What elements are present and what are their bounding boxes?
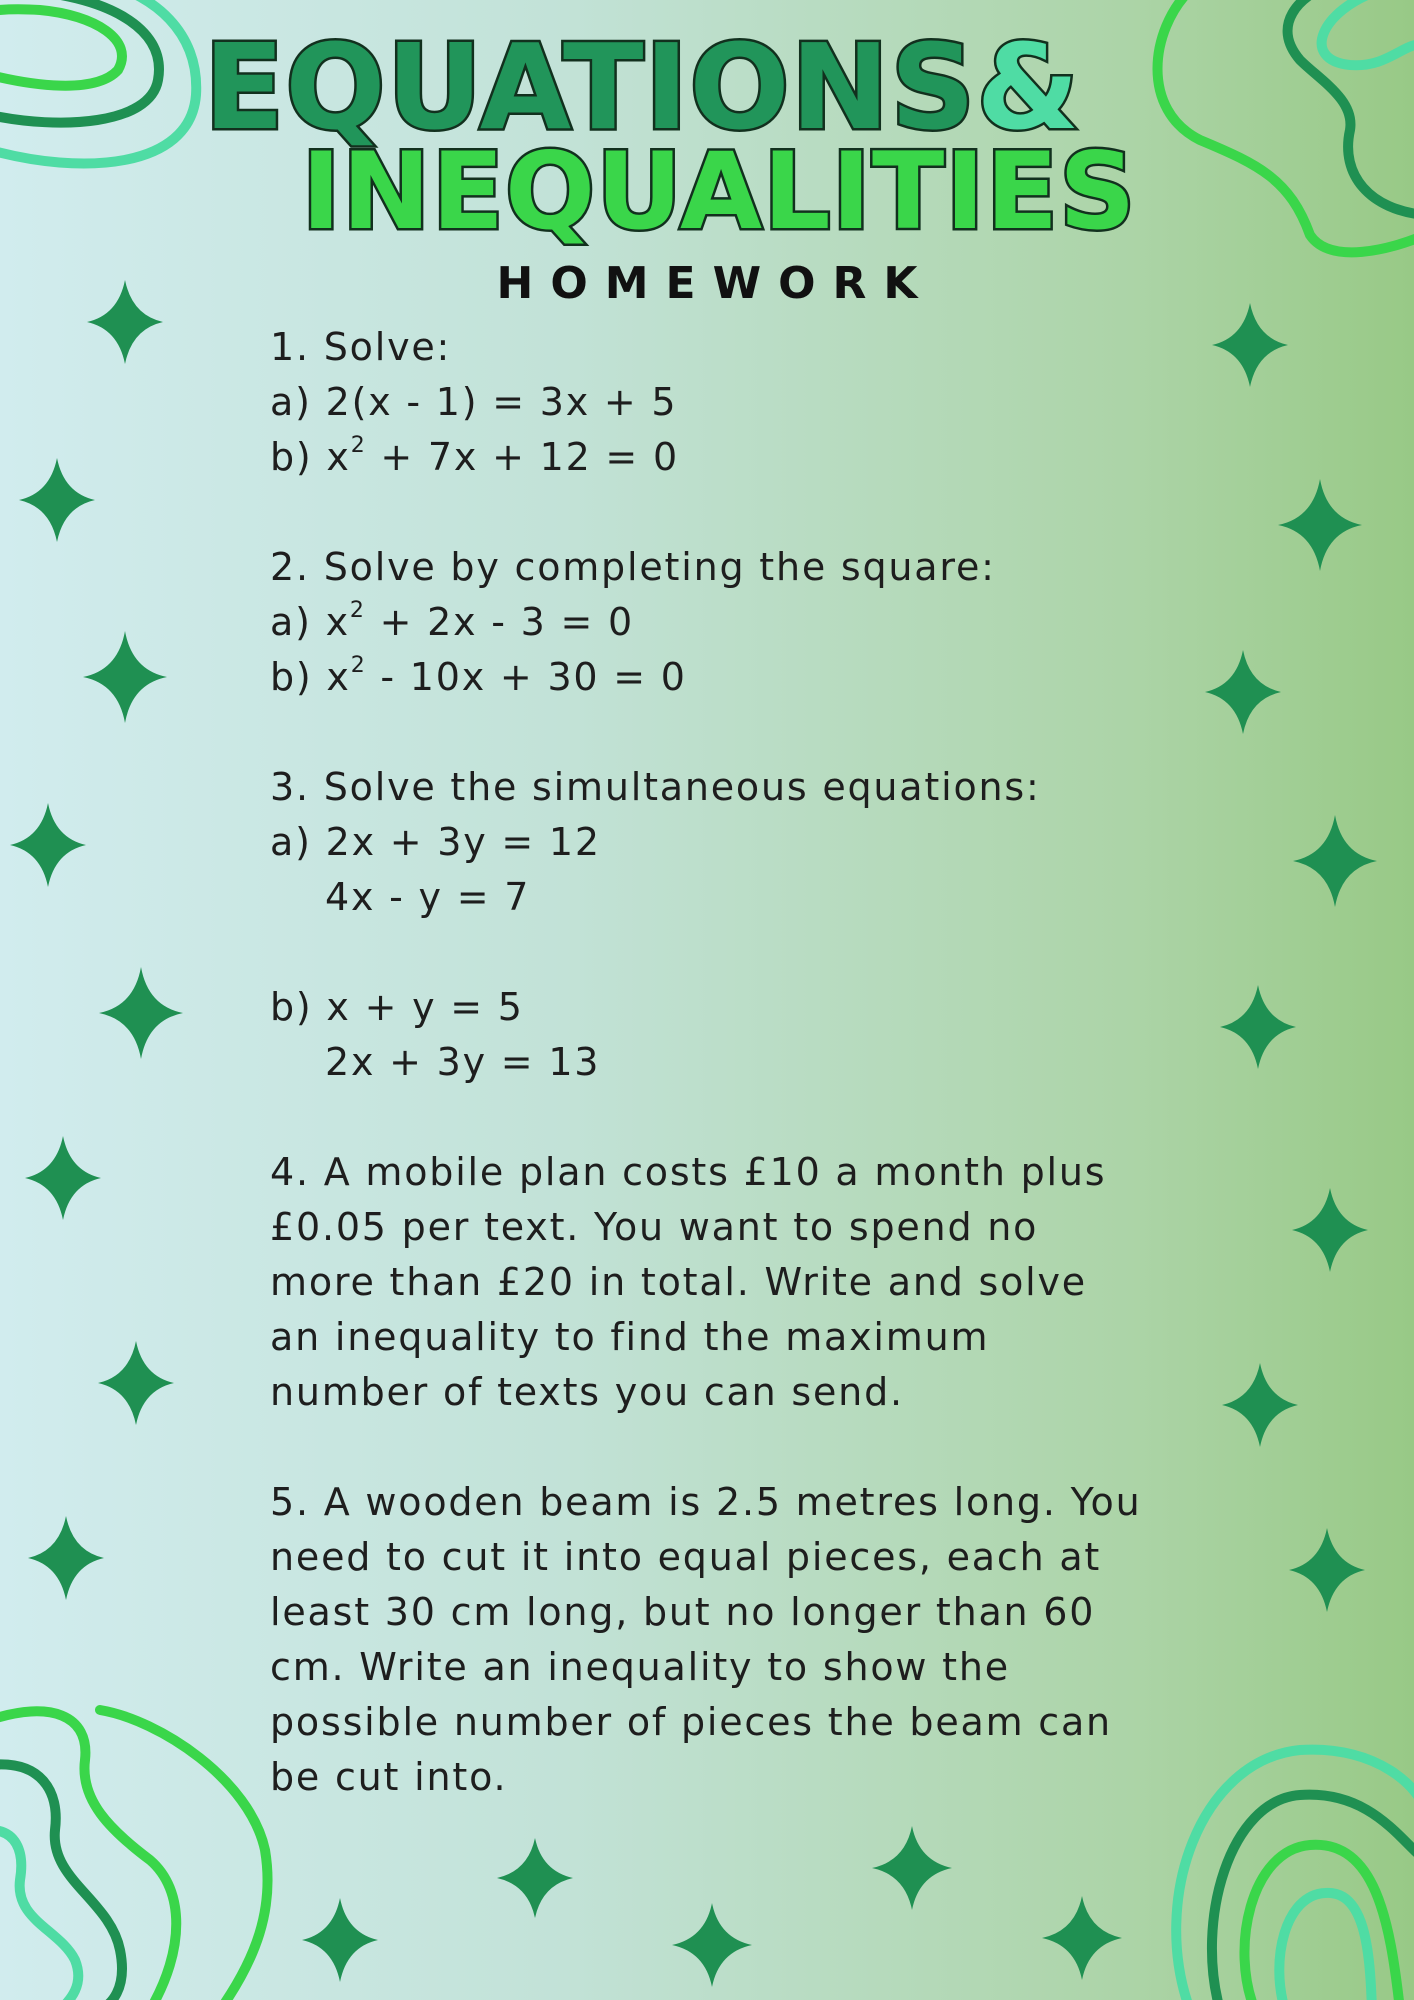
sparkle-star-icon <box>83 631 167 723</box>
question-5: 5. A wooden beam is 2.5 metres long. You need to cut it into equal pieces, each at least 30 cm long, but no longer than 60 cm. Write an inequality to show the possible number of pieces the beam can be cut into. <box>270 1480 1142 1799</box>
sparkle-star-icon <box>1289 1528 1365 1612</box>
sparkle-star-icon <box>672 1903 752 1987</box>
title-line1: EQUATIONS <box>203 18 977 156</box>
title-inequalities: INEQUALITIES <box>301 130 1137 253</box>
question-part-b-eq1: b) x + y = 5 <box>270 985 524 1029</box>
question-3 <box>270 760 1150 1090</box>
question-part-b-eq2: 2x + 3y = 13 <box>325 1040 601 1084</box>
subtitle-homework: HOMEWORK <box>496 258 935 309</box>
question-part-a: a) $x^2 + 2x - 3 = 0$ <box>270 598 634 644</box>
sparkle-star-icon <box>1205 650 1281 734</box>
sparkle-star-icon <box>98 1341 174 1425</box>
sparkle-star-icon <box>1222 1363 1298 1447</box>
question-2 <box>270 540 1150 705</box>
sparkle-star-icon <box>1293 815 1377 907</box>
question-part-b: b) $x^2 - 10x + 30 = 0$ <box>270 653 687 699</box>
question-part-a-eq2: 4x - y = 7 <box>325 875 531 919</box>
question-part-b: b) $x^2 + 7x + 12 = 0$ <box>270 433 679 479</box>
sparkle-star-icon <box>1292 1188 1368 1272</box>
sparkle-star-icon <box>302 1898 378 1982</box>
question-heading: 2. Solve by completing the square: <box>270 545 996 589</box>
sparkle-star-icon <box>1220 985 1296 1069</box>
sparkle-star-icon <box>28 1516 104 1600</box>
question-4: 4. A mobile plan costs £10 a month plus £0.05 per text. You want to spend no more than £20 in total. Write and solve an inequality to find the maximum number of texts you can send. <box>270 1150 1107 1414</box>
question-heading: 1. Solve: <box>270 325 452 369</box>
sparkle-star-icon <box>25 1136 101 1220</box>
sparkle-star-icon <box>19 458 95 542</box>
sparkle-star-icon <box>1042 1896 1122 1980</box>
sparkle-star-icon <box>1212 303 1288 387</box>
swirl-bottom-right <box>1176 1750 1414 2000</box>
sparkle-star-icon <box>10 803 86 887</box>
question-part-a-eq1: a) 2x + 3y = 12 <box>270 820 601 864</box>
question-part-a: a) 2(x - 1) = 3x + 5 <box>270 380 678 424</box>
questions <box>270 320 1150 1860</box>
sparkle-star-icon <box>1278 479 1362 571</box>
question-1 <box>270 320 1150 485</box>
question-heading: 3. Solve the simultaneous equations: <box>270 765 1041 809</box>
title-ampersand: & <box>976 18 1081 156</box>
swirl-bottom-left <box>0 1710 268 2000</box>
sparkle-star-icon <box>99 967 183 1059</box>
